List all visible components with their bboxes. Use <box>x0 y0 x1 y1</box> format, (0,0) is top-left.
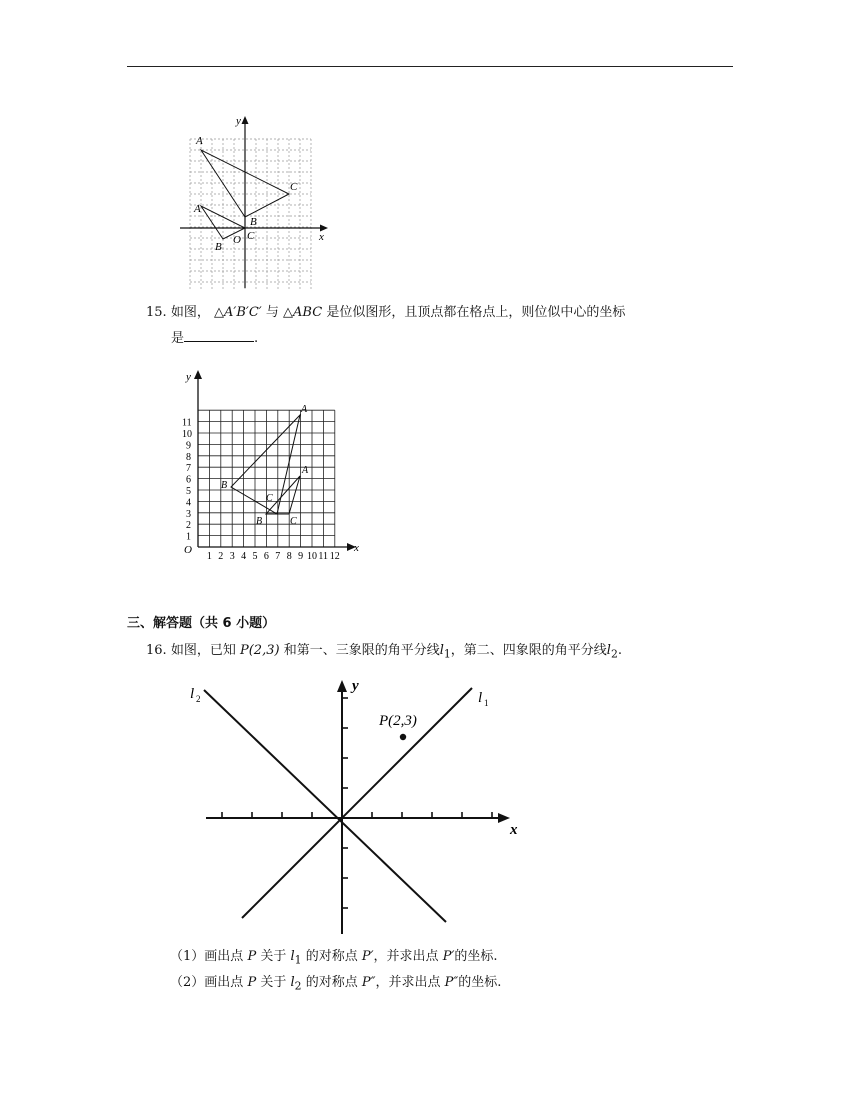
fig14-label-c1: C <box>290 181 298 193</box>
figure-16-svg <box>180 676 530 936</box>
fig15-y-tick: 3 <box>186 508 191 520</box>
q16-text-3: ，第二、四象限的角平分线 <box>450 643 607 658</box>
fig15-x-label: x <box>354 542 359 554</box>
q16-sub1-pp2: P′ <box>442 949 455 964</box>
q16-l1-sub: 1 <box>443 647 451 661</box>
fig15-label-c1: C <box>266 493 273 504</box>
q16-l1: l <box>439 643 444 658</box>
figure-15-svg <box>176 366 376 562</box>
figure-15 <box>176 366 376 562</box>
fig15-label-a1: A <box>301 404 308 415</box>
fig14-label-c: C <box>247 230 255 242</box>
fig14-y-label: y <box>236 115 241 127</box>
q15-answer-blank[interactable] <box>184 328 254 342</box>
fig16-l2-label: l <box>190 686 195 702</box>
fig16-x-label: x <box>510 822 518 838</box>
fig15-y-tick: 6 <box>186 474 191 486</box>
q16-text-2: 和第一、三象限的角平分线 <box>283 643 440 658</box>
fig15-x-tick: 10 <box>307 551 317 562</box>
q15-text-3: 是位似图形，且顶点都在格点上，则位似中心的坐标 <box>326 305 626 320</box>
fig15-y-tick: 8 <box>186 451 191 463</box>
q16-l2-sub: 2 <box>610 647 618 661</box>
q16-sub2-c: 的对称点 <box>305 975 358 990</box>
fig15-y-tick: 4 <box>186 497 191 509</box>
fig15-y-label: y <box>186 371 191 383</box>
fig14-label-b1: B <box>250 216 257 228</box>
fig15-label-b: B <box>256 516 263 527</box>
q16-sub1-c: 的对称点 <box>305 949 358 964</box>
q16-point: P(2,3) <box>239 643 280 658</box>
fig16-point-label: P(2,3) <box>379 713 417 729</box>
fig15-y-tick: 10 <box>182 429 192 440</box>
q16-sub1-pp: P′ <box>361 949 374 964</box>
q16-text-1: 如图，已知 <box>170 643 236 658</box>
q16-sub2-p: P <box>247 975 257 990</box>
fig15-x-tick: 2 <box>218 551 224 562</box>
q16-sub1-p: P <box>247 949 257 964</box>
fig15-x-tick: 7 <box>275 551 281 562</box>
q16-sub1-l: l <box>290 949 295 964</box>
q16-sub-2 <box>170 972 501 998</box>
fig15-y-tick: 1 <box>186 531 191 543</box>
q16-sub2-num: （2） <box>170 975 205 990</box>
fig14-origin: O <box>233 234 241 246</box>
q15-text-end: . <box>254 331 259 346</box>
figure-16 <box>180 676 530 936</box>
q16-sub1-b: 关于 <box>260 949 287 964</box>
q16-sub2-e: 的坐标. <box>458 975 502 990</box>
q16-sub2-a: 画出点 <box>204 975 244 990</box>
fig15-origin: O <box>184 544 192 556</box>
question-15 <box>146 302 746 324</box>
fig14-label-a1: A <box>196 135 203 147</box>
fig15-y-tick: 7 <box>186 463 191 475</box>
fig15-x-tick: 12 <box>329 551 340 562</box>
q16-sub2-l: l <box>290 975 295 990</box>
fig15-x-tick: 3 <box>229 551 235 562</box>
q16-sub1-e: 的坐标. <box>454 949 498 964</box>
fig15-label-c: C <box>290 516 297 527</box>
fig16-l1-label: l <box>478 690 483 706</box>
q15-text-1: 如图， <box>170 305 210 320</box>
fig15-x-tick: 8 <box>286 551 292 562</box>
fig15-x-tick: 9 <box>298 551 304 562</box>
section-heading: 三、解答题（共 6 小题） <box>127 616 276 631</box>
fig15-y-tick: 5 <box>186 486 191 497</box>
q15-triangle-2: △ABC <box>283 305 323 320</box>
fig14-label-a: A <box>194 203 201 215</box>
fig15-x-tick: 5 <box>252 551 258 562</box>
fig14-label-b: B <box>215 241 222 253</box>
fig15-x-tick: 1 <box>206 551 212 562</box>
fig15-x-tick: 6 <box>263 551 269 562</box>
figure-14 <box>176 112 336 290</box>
q16-l2: l <box>606 643 611 658</box>
q16-sub1-a: 画出点 <box>204 949 244 964</box>
fig16-point-p <box>400 734 406 740</box>
fig16-l2-sub: 2 <box>196 694 201 704</box>
fig15-label-b1: B <box>221 480 228 491</box>
q16-text-end: . <box>617 643 622 658</box>
q15-text-4: 是 <box>171 331 185 346</box>
fig15-label-a: A <box>302 465 309 476</box>
fig15-y-tick: 11 <box>182 417 192 429</box>
fig15-x-tick: 4 <box>241 551 247 562</box>
q16-sub1-ls: 1 <box>294 953 302 967</box>
q16-sub2-pp2: P″ <box>444 975 459 990</box>
fig15-x-tick: 11 <box>318 551 329 562</box>
figure-14-svg <box>176 112 336 290</box>
q16-sub2-b: 关于 <box>260 975 287 990</box>
fig15-y-tick: 9 <box>186 440 191 452</box>
fig16-l1-sub: 1 <box>484 698 489 708</box>
q16-sub1-num: （1） <box>170 949 205 964</box>
fig16-y-label: y <box>352 678 359 694</box>
q16-sub1-d: ，并求出点 <box>373 949 439 964</box>
q16-sub2-d: ，并求出点 <box>375 975 441 990</box>
q16-number: 16. <box>146 643 167 658</box>
fig15-y-tick: 2 <box>186 520 191 532</box>
question-15-line-2 <box>171 328 258 350</box>
q16-sub-1 <box>170 946 498 972</box>
q15-text-2: 与 <box>265 305 279 320</box>
header-rule <box>127 66 733 67</box>
fig14-x-label: x <box>319 231 324 243</box>
q16-sub2-ls: 2 <box>294 979 302 993</box>
question-16 <box>146 640 766 666</box>
q15-number: 15. <box>146 305 167 320</box>
q16-sub2-pp: P″ <box>361 975 376 990</box>
q15-triangle-1: △A′B′C′ <box>213 305 262 320</box>
